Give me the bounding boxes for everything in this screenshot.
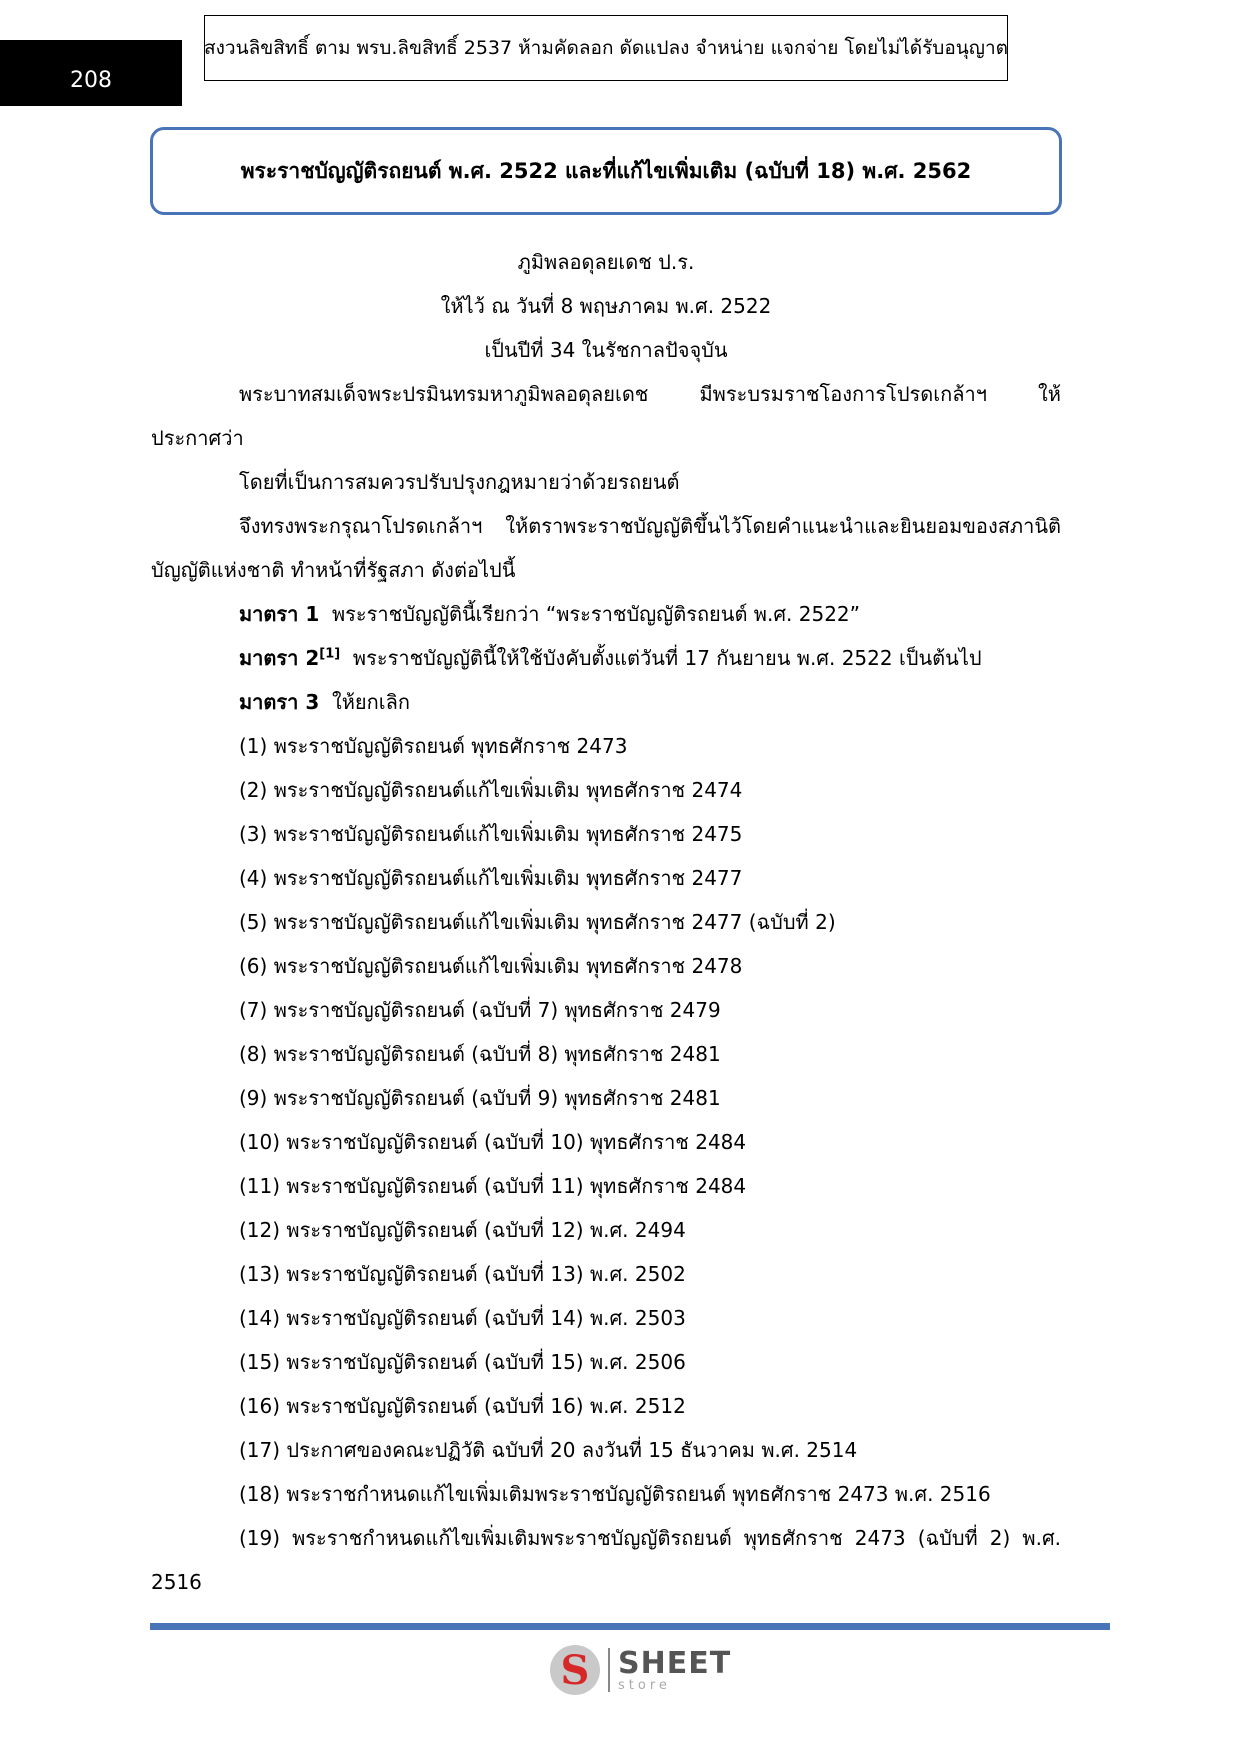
section-2-label: มาตรา 2 xyxy=(239,646,320,670)
logo-main-text: SHEET xyxy=(618,1645,732,1681)
logo-sub-text: store xyxy=(618,1677,671,1693)
list-item: (3) พระราชบัญญัติรถยนต์แก้ไขเพิ่มเติม พุทธศักราช 2475 xyxy=(239,822,743,846)
sheet-store-logo xyxy=(550,1640,731,1700)
list-item: (17) ประกาศของคณะปฏิวัติ ฉบับที่ 20 ลงวันที่ 15 ธันวาคม พ.ศ. 2514 xyxy=(239,1438,858,1462)
list-item: (15) พระราชบัญญัติรถยนต์ (ฉบับที่ 15) พ.ศ. 2506 xyxy=(239,1350,686,1374)
proclamation-line-1: พระบาทสมเด็จพระปรมินทรมหาภูมิพลอดุลยเดช มีพระบรมราชโองการโปรดเกล้าฯ ให้ xyxy=(239,382,1061,406)
list-item: (1) พระราชบัญญัติรถยนต์ พุทธศักราช 2473 xyxy=(239,734,628,758)
list-item: (14) พระราชบัญญัติรถยนต์ (ฉบับที่ 14) พ.ศ. 2503 xyxy=(239,1306,686,1330)
list-item: (18) พระราชกำหนดแก้ไขเพิ่มเติมพระราชบัญญัติรถยนต์ พุทธศักราช 2473 พ.ศ. 2516 xyxy=(239,1482,991,1506)
list-item: (11) พระราชบัญญัติรถยนต์ (ฉบับที่ 11) พุทธศักราช 2484 xyxy=(239,1174,747,1198)
list-item: (12) พระราชบัญญัติรถยนต์ (ฉบับที่ 12) พ.ศ. 2494 xyxy=(239,1218,686,1242)
section-2 xyxy=(151,636,1061,680)
list-item: (16) พระราชบัญญัติรถยนต์ (ฉบับที่ 16) พ.ศ. 2512 xyxy=(239,1394,686,1418)
section-1-text: พระราชบัญญัตินี้เรียกว่า “พระราชบัญญัติรถยนต์ พ.ศ. 2522” xyxy=(331,602,861,626)
list-item: (7) พระราชบัญญัติรถยนต์ (ฉบับที่ 7) พุทธศักราช 2479 xyxy=(239,998,721,1022)
list-item: (2) พระราชบัญญัติรถยนต์แก้ไขเพิ่มเติม พุทธศักราช 2474 xyxy=(239,778,743,802)
copyright-notice: สงวนลิขสิทธิ์ ตาม พรบ.ลิขสิทธิ์ 2537 ห้ามคัดลอก ดัดแปลง จำหน่าย แจกจ่าย โดยไม่ได้รับอนุญาต xyxy=(204,15,1008,81)
section-2-text: พระราชบัญญัตินี้ให้ใช้บังคับตั้งแต่วันที่ 17 กันยายน พ.ศ. 2522 เป็นต้นไป xyxy=(352,646,982,670)
document-body xyxy=(151,240,1061,1604)
document-title: พระราชบัญญัติรถยนต์ พ.ศ. 2522 และที่แก้ไขเพิ่มเติม (ฉบับที่ 18) พ.ศ. 2562 xyxy=(150,127,1062,215)
reign-year: เป็นปีที่ 34 ในรัชกาลปัจจุบัน xyxy=(484,338,728,362)
list-item-last-line-1: (19) พระราชกำหนดแก้ไขเพิ่มเติมพระราชบัญญัติรถยนต์ พุทธศักราช 2473 (ฉบับที่ 2) พ.ศ. xyxy=(239,1526,1061,1550)
proclamation-line-2: ประกาศว่า xyxy=(151,426,244,450)
page-number: 208 xyxy=(0,40,182,106)
footer-divider xyxy=(150,1623,1110,1630)
list-item: (4) พระราชบัญญัติรถยนต์แก้ไขเพิ่มเติม พุทธศักราช 2477 xyxy=(239,866,743,890)
section-3-text: ให้ยกเลิก xyxy=(331,690,410,714)
king-signature: ภูมิพลอดุลยเดช ป.ร. xyxy=(517,250,695,274)
list-item: (10) พระราชบัญญัติรถยนต์ (ฉบับที่ 10) พุทธศักราช 2484 xyxy=(239,1130,747,1154)
list-item: (8) พระราชบัญญัติรถยนต์ (ฉบับที่ 8) พุทธศักราช 2481 xyxy=(239,1042,721,1066)
list-item: (5) พระราชบัญญัติรถยนต์แก้ไขเพิ่มเติม พุทธศักราช 2477 (ฉบับที่ 2) xyxy=(239,910,836,934)
list-item: (13) พระราชบัญญัติรถยนต์ (ฉบับที่ 13) พ.ศ. 2502 xyxy=(239,1262,686,1286)
section-1 xyxy=(151,592,1061,636)
enactment-line-2: บัญญัติแห่งชาติ ทำหน้าที่รัฐสภา ดังต่อไปนี้ xyxy=(151,558,516,582)
logo-separator xyxy=(608,1648,610,1692)
enactment-line-1: จึงทรงพระกรุณาโปรดเกล้าฯ ให้ตราพระราชบัญญัติขึ้นไว้โดยคำแนะนำและยินยอมของสภานิติ xyxy=(239,514,1061,538)
footnote-ref: [1] xyxy=(319,646,341,662)
section-1-label: มาตรา 1 xyxy=(239,602,320,626)
given-date: ให้ไว้ ณ วันที่ 8 พฤษภาคม พ.ศ. 2522 xyxy=(440,294,772,318)
list-item: (9) พระราชบัญญัติรถยนต์ (ฉบับที่ 9) พุทธศักราช 2481 xyxy=(239,1086,721,1110)
section-3 xyxy=(151,680,1061,724)
list-item: (6) พระราชบัญญัติรถยนต์แก้ไขเพิ่มเติม พุทธศักราช 2478 xyxy=(239,954,743,978)
logo-letter: S xyxy=(560,1646,590,1694)
rationale: โดยที่เป็นการสมควรปรับปรุงกฎหมายว่าด้วยรถยนต์ xyxy=(239,470,680,494)
list-item-last-line-2: 2516 xyxy=(151,1570,202,1594)
logo-wordmark xyxy=(618,1645,732,1693)
logo-icon xyxy=(550,1645,600,1695)
section-3-label: มาตรา 3 xyxy=(239,690,320,714)
